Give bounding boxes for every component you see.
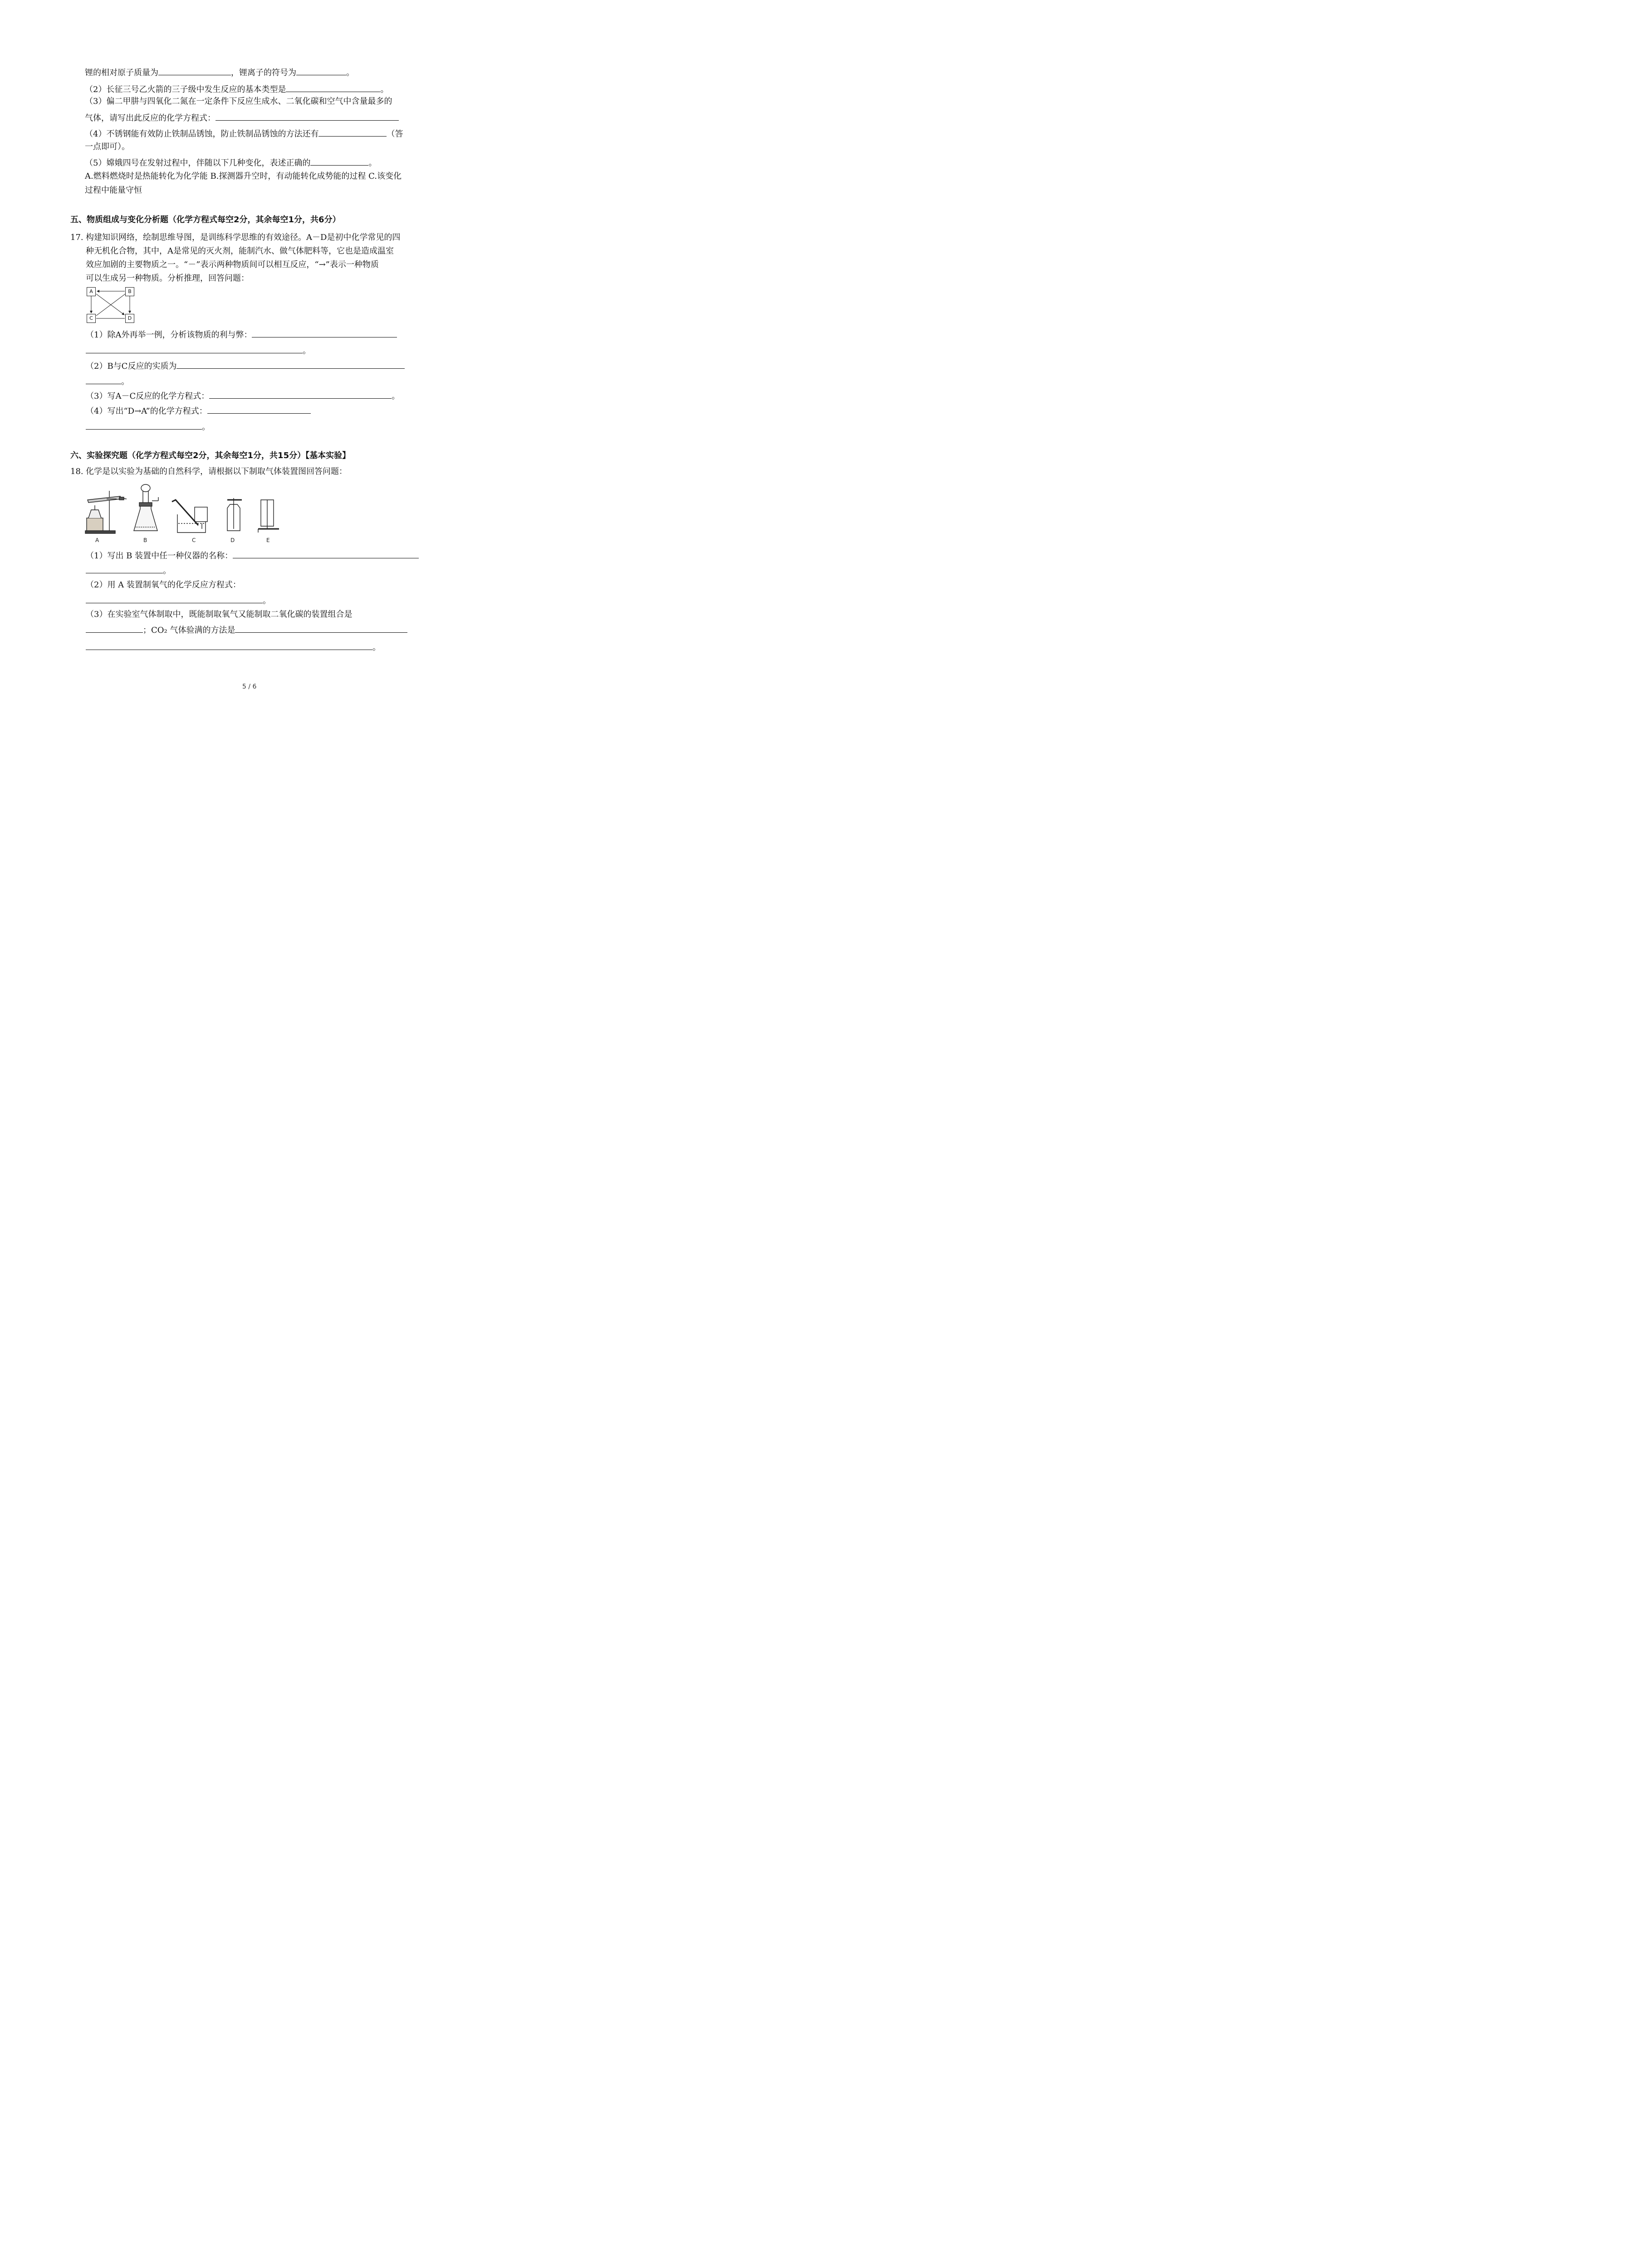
answer-blank[interactable] <box>158 67 231 75</box>
answer-blank[interactable] <box>286 83 380 92</box>
answer-blank[interactable] <box>86 421 202 430</box>
answer-blank[interactable] <box>86 641 372 650</box>
node-c: C <box>87 314 96 323</box>
answer-blank[interactable] <box>86 595 263 603</box>
q16-text: （5）嫦娥四号在发射过程中，伴随以下几种变化，表述正确的 <box>85 158 311 168</box>
exam-page <box>0 0 499 706</box>
q18-text: 。 <box>163 566 171 576</box>
q18-part3-line2 <box>86 624 407 635</box>
q16-line1 <box>85 67 354 78</box>
node-d: D <box>125 314 134 323</box>
answer-blank[interactable] <box>176 360 405 369</box>
answer-blank[interactable] <box>207 405 311 414</box>
answer-blank[interactable] <box>86 345 303 353</box>
node-a: A <box>87 287 96 296</box>
q16-text: 气体，请写出此反应的化学方程式： <box>85 113 216 123</box>
q18-text: （1）写出 B 装置中任一种仪器的名称： <box>86 551 233 561</box>
q17-stem-line4: 可以生成另一种物质。分析推理，回答问题： <box>86 274 249 283</box>
apparatus-label-b: B <box>143 537 147 543</box>
answer-blank[interactable] <box>310 157 368 166</box>
q16-text: 。 <box>380 85 389 94</box>
lab-apparatus-figure <box>83 482 283 545</box>
q17-text: （4）写出“D→A”的化学方程式： <box>86 406 207 416</box>
section-heading-6: 六、实验探究题（化学方程式每空2分，其余每空1分，共15分）【基本实验】 <box>70 451 351 460</box>
q18-part2: （2）用 A 装置制氧气的化学反应方程式： <box>86 580 241 590</box>
knowledge-network-diagram <box>86 287 137 324</box>
q17-part4 <box>86 405 311 416</box>
q17-stem-line3: 效应加剧的主要物质之一。“－”表示两种物质间可以相互反应，“→”表示一种物质 <box>86 260 379 269</box>
node-b: B <box>125 287 134 296</box>
q17-part1-line2 <box>86 345 311 356</box>
q17-part2-line2 <box>86 376 129 386</box>
q16-part4-line2: 一点即可）。 <box>85 142 130 152</box>
apparatus-label-c: C <box>192 537 196 543</box>
q17-text: （2）B与C反应的实质为 <box>86 362 177 371</box>
q18-text: 。 <box>263 596 271 606</box>
q17-text: 。 <box>121 377 129 386</box>
q17-text: （1）除A外再举一例，分析该物质的利与弊： <box>86 330 252 340</box>
apparatus-label-e: E <box>266 537 270 543</box>
q16-part2 <box>85 83 388 94</box>
q17-part3 <box>86 390 400 401</box>
apparatus-drawing <box>83 482 283 545</box>
answer-blank[interactable] <box>318 128 387 137</box>
q16-part3-line2 <box>85 112 399 123</box>
q17-text: 。 <box>303 346 311 356</box>
q16-text: 。 <box>368 158 377 168</box>
q18-part2-line2 <box>86 595 271 606</box>
q17-stem-line1: 构建知识网络，绘制思维导图，是训练科学思维的有效途径。A－D是初中化学常见的四 <box>86 233 401 242</box>
q16-text: （2）长征三号乙火箭的三子级中发生反应的基本类型是 <box>85 85 286 94</box>
question-number: 18. <box>70 467 83 476</box>
apparatus-label-d: D <box>230 537 235 543</box>
q18-stem: 化学是以实验为基础的自然科学，请根据以下制取气体装置图回答问题： <box>86 467 347 476</box>
question-number: 17. <box>70 233 83 242</box>
q16-part4 <box>85 128 403 139</box>
q16-part5 <box>85 157 377 168</box>
answer-blank[interactable] <box>216 112 399 121</box>
q16-text: ，锂离子的符号为 <box>231 68 296 78</box>
q16-text: （4）不锈钢能有效防止铁制品锈蚀，防止铁制品锈蚀的方法还有 <box>85 129 319 139</box>
section-heading-5: 五、物质组成与变化分析题（化学方程式每空2分，其余每空1分，共6分） <box>70 215 341 225</box>
q16-part3-line1: （3）偏二甲肼与四氧化二氮在一定条件下反应生成水、二氧化碳和空气中含量最多的 <box>85 97 392 106</box>
q17-part4-line2 <box>86 421 210 432</box>
answer-blank[interactable] <box>86 624 143 633</box>
q16-options-line1: A.燃料燃烧时是热能转化为化学能 B.探测器升空时，有动能转化成势能的过程 C.该变化 <box>85 171 402 181</box>
q16-text: 。 <box>346 68 354 78</box>
q18-part3-line1: （3）在实验室气体制取中，既能制取氧气又能制取二氧化碳的装置组合是 <box>86 610 353 619</box>
q16-text: 锂的相对原子质量为 <box>85 68 158 78</box>
q17-text: 。 <box>202 422 210 432</box>
q17-part1 <box>86 329 397 340</box>
answer-blank[interactable] <box>252 329 397 337</box>
answer-blank[interactable] <box>86 376 121 384</box>
q18-part3-line3 <box>86 641 381 652</box>
answer-blank[interactable] <box>86 565 163 573</box>
q18-part1 <box>86 550 419 561</box>
q17-part2 <box>86 360 405 371</box>
answer-blank[interactable] <box>235 624 407 633</box>
q17-text: （3）写A－C反应的化学方程式： <box>86 391 210 401</box>
answer-blank[interactable] <box>209 390 392 399</box>
apparatus-label-a: A <box>95 537 99 543</box>
q17-stem-line2: 种无机化合物，其中，A是常见的灭火剂，能制汽水、做气体肥料等，它也是造成温室 <box>86 246 394 256</box>
answer-blank[interactable] <box>233 550 419 558</box>
page-number: 5 / 6 <box>242 683 257 690</box>
q18-text: ；CO₂ 气体验满的方法是 <box>143 626 235 635</box>
q18-part1-line2 <box>86 565 171 576</box>
q17-text: 。 <box>392 391 400 401</box>
q16-options-line2: 过程中能量守恒 <box>85 186 142 195</box>
answer-blank[interactable] <box>296 67 346 75</box>
q16-text: （答 <box>387 129 403 139</box>
q18-text: 。 <box>372 643 381 652</box>
